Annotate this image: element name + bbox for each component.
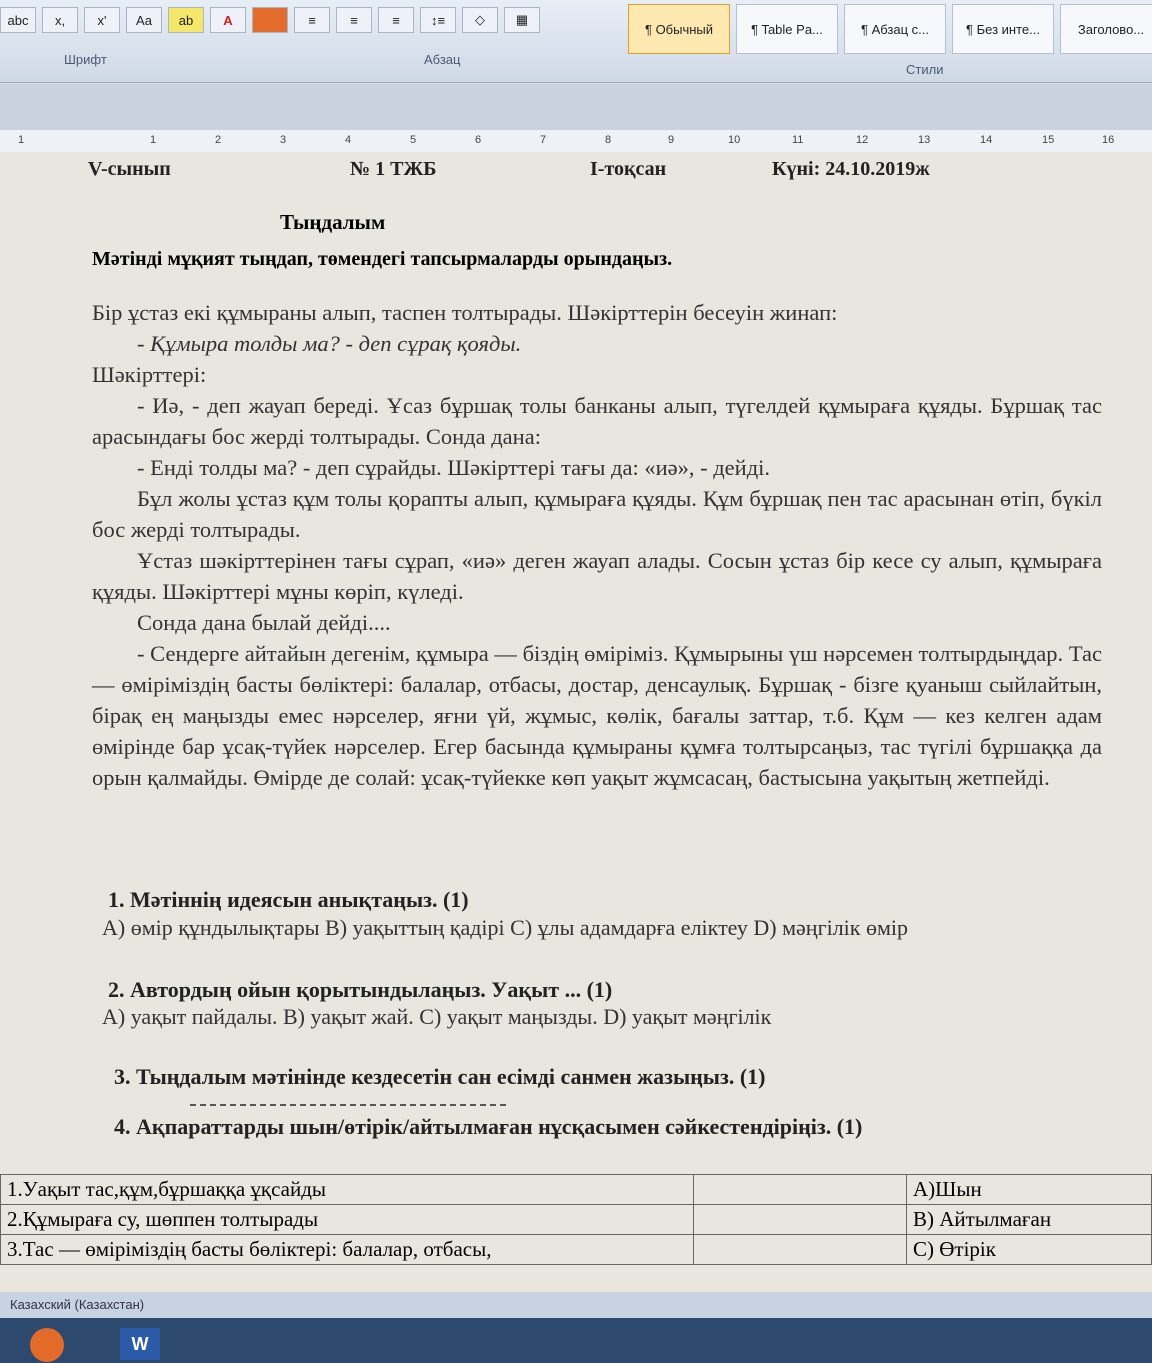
header-grade: V-сынып	[88, 158, 171, 180]
group-styles-label: Стили	[906, 62, 944, 77]
table-cell[interactable]: C) Өтірік	[907, 1235, 1152, 1265]
ruler-tick: 15	[1042, 134, 1055, 146]
ribbon	[0, 0, 1152, 83]
paragraph: Шәкірттері:	[92, 362, 207, 387]
table-row	[1, 1175, 1152, 1205]
align-right-icon[interactable]: ≡	[336, 7, 372, 33]
header-date: Күні: 24.10.2019ж	[772, 158, 930, 180]
ruler-tick: 12	[856, 134, 869, 146]
paragraph: Бұл жолы ұстаз құм толы қорапты алып, құмыраға құяды. Құм бұршақ пен тас арасынан өтіп, бүкіл бос жерді толтырады.	[92, 486, 1102, 542]
ruler-tick: 10	[728, 134, 741, 146]
table-cell[interactable]: 3.Тас — өміріміздің басты бөліктері: балалар, отбасы,	[1, 1235, 694, 1265]
styles-gallery	[628, 4, 1152, 54]
start-button-icon[interactable]	[30, 1328, 64, 1362]
style-table-paragraph[interactable]: ¶ Table Pa...	[736, 4, 838, 54]
align-center-icon[interactable]: ≡	[294, 7, 330, 33]
doc-subtitle: Мәтінді мұқият тыңдап, төмендегі тапсырмаларды орындаңыз.	[92, 248, 673, 270]
table-cell[interactable]: B) Айтылмаған	[907, 1205, 1152, 1235]
style-no-spacing[interactable]: ¶ Без инте...	[952, 4, 1054, 54]
table-cell[interactable]: 1.Уақыт тас,құм,бұршаққа ұқсайды	[1, 1175, 694, 1205]
superscript-button[interactable]: x'	[84, 7, 120, 33]
ruler-tick: 6	[475, 134, 482, 146]
ribbon-bottom	[0, 84, 1152, 130]
style-list-paragraph[interactable]: ¶ Абзац с...	[844, 4, 946, 54]
shading-icon[interactable]	[252, 7, 288, 33]
document-page[interactable]	[0, 152, 1152, 1292]
ruler-tick: 1	[150, 134, 157, 146]
paragraph: Сонда дана былай дейді....	[137, 610, 391, 635]
paragraph: - Сендерге айтайын дегенім, құмыра — біздің өміріміз. Құмырыны үш нәрсемен толтырдыңдар. Тас — өміріміздің басты бөліктері: балалар, отбасы, достар, денсаулық. Бұршақ - бізге қуаныш сыйлайтын, бірақ ең маңызды емес нәрселер, яғни үй, жұмыс, көлік, бағалы заттар, т.б. Құм — кез келген адам өмірінде бар ұсақ-түйек нәрселер. Егер басында құмыраны құмға толтырсаңыз, тас түгілі бұршаққа да орын қалмайды. Өмірде де солай: ұсақ-түйекке көп уақыт жұмсасаң, бастысына уақытың жетпейді.	[92, 641, 1102, 790]
ruler-tick: 2	[215, 134, 222, 146]
ruler-tick: 13	[918, 134, 931, 146]
doc-title: Тыңдалым	[280, 210, 386, 234]
ruler-tick: 11	[792, 134, 804, 146]
table-cell[interactable]: A)Шын	[907, 1175, 1152, 1205]
answers-2: A) уақыт пайдалы. B) уақыт жай. C) уақыт маңызды. D) уақыт мәңгілік	[102, 1004, 772, 1029]
status-bar-language[interactable]: Казахский (Казахстан)	[0, 1292, 1152, 1318]
paragraph: Бір ұстаз екі құмыраны алып, таспен толтырады. Шәкірттерін бесеуін жинап:	[92, 300, 838, 325]
table-row	[1, 1205, 1152, 1235]
word-taskbar-icon[interactable]: W	[120, 1328, 160, 1360]
style-normal[interactable]: ¶ Обычный	[628, 4, 730, 54]
ruler-tick: 9	[668, 134, 675, 146]
fill-icon[interactable]: ◇	[462, 7, 498, 33]
ruler-tick: 8	[605, 134, 612, 146]
horizontal-ruler[interactable]	[0, 130, 1152, 153]
header-test-number: № 1 ТЖБ	[350, 158, 437, 180]
change-case-button[interactable]: Aa	[126, 7, 162, 33]
ruler-tick: 4	[345, 134, 352, 146]
highlight-button[interactable]: ab	[168, 7, 204, 33]
borders-icon[interactable]: ▦	[504, 7, 540, 33]
style-heading[interactable]: Заголово...	[1060, 4, 1152, 54]
subscript-button[interactable]: x,	[42, 7, 78, 33]
answer-line	[190, 1104, 506, 1106]
group-paragraph-label: Абзац	[424, 52, 461, 67]
table-cell[interactable]	[694, 1175, 907, 1205]
group-font-label: Шрифт	[64, 52, 107, 67]
question-1: 1. Мәтіннің идеясын анықтаңыз. (1)	[108, 887, 469, 912]
paragraph: - Енді толды ма? - деп сұрайды. Шәкірттері тағы да: «иә», - дейді.	[137, 455, 771, 480]
question-2: 2. Автордың ойын қорытындылаңыз. Уақыт ... (1)	[108, 977, 613, 1002]
line-spacing-icon[interactable]: ↕≡	[420, 7, 456, 33]
question-3: 3. Тыңдалым мәтінінде кездесетін сан есімді санмен жазыңыз. (1)	[114, 1064, 766, 1089]
paragraph: - Иә, - деп жауап береді. Ұсаз бұршақ толы банканы алып, түгелдей құмыраға құяды. Бұршақ тас арасындағы бос жерді толтырады. Сонда дана:	[92, 393, 1102, 449]
strikethrough-button[interactable]: abc	[0, 7, 36, 33]
header-quarter: І-тоқсан	[590, 158, 667, 180]
question-4: 4. Ақпараттарды шын/өтірік/айтылмаған нұсқасымен сәйкестендіріңіз. (1)	[114, 1114, 863, 1139]
ruler-tick: 14	[980, 134, 993, 146]
taskbar	[0, 1318, 1152, 1363]
ruler-tick: 1	[18, 134, 25, 146]
answers-1: A) өмір құндылықтары B) уақыттың қадірі C) ұлы адамдарға еліктеу D) мәңгілік өмір	[102, 915, 909, 940]
table-cell[interactable]	[694, 1235, 907, 1265]
table-row	[1, 1235, 1152, 1265]
paragraph: Ұстаз шәкірттерінен тағы сұрап, «иә» деген жауап алады. Сосын ұстаз бір кесе су алып, құмыраға құяды. Шәкірттері мұны көріп, күледі.	[92, 548, 1102, 604]
font-toolbar	[0, 6, 540, 34]
justify-icon[interactable]: ≡	[378, 7, 414, 33]
ruler-tick: 16	[1102, 134, 1115, 146]
table-cell[interactable]	[694, 1205, 907, 1235]
ruler-tick: 3	[280, 134, 287, 146]
ruler-tick: 7	[540, 134, 547, 146]
paragraph: - Құмыра толды ма? - деп сұрақ қояды.	[137, 331, 522, 356]
font-color-button[interactable]: A	[210, 7, 246, 33]
matching-table	[0, 1174, 1152, 1265]
table-cell[interactable]: 2.Құмыраға су, шөппен толтырады	[1, 1205, 694, 1235]
passage	[92, 297, 1102, 793]
ruler-tick: 5	[410, 134, 417, 146]
